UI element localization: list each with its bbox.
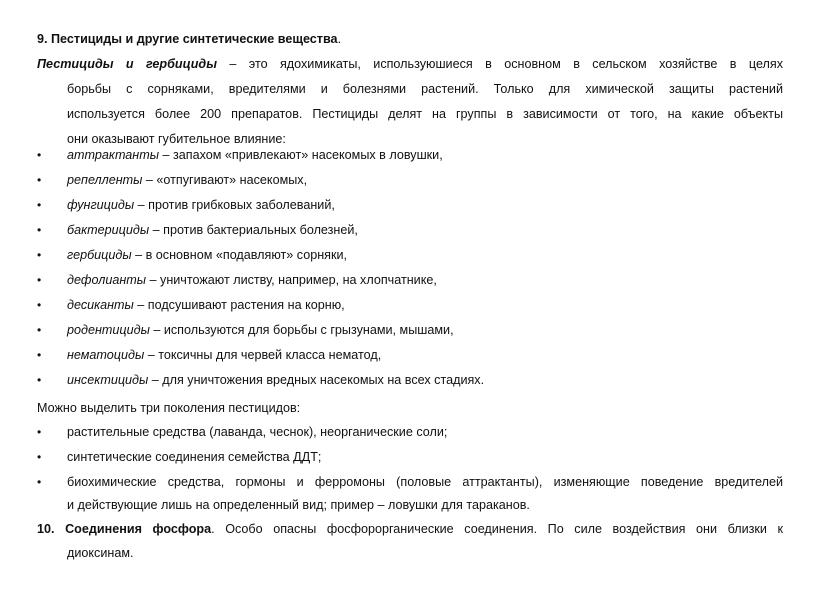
group-term: родентициды: [67, 323, 150, 337]
list-item: [67, 147, 443, 163]
group-term: гербициды: [67, 248, 132, 262]
list-item: [67, 247, 347, 263]
group-desc: – против бактериальных болезней,: [149, 223, 358, 237]
list-bullet: •: [37, 475, 42, 489]
list-bullet: •: [37, 450, 42, 464]
group-desc: – «отпугивают» насекомых,: [142, 173, 308, 187]
list-bullet: •: [37, 273, 42, 287]
group-desc: – токсичны для червей класса нематод,: [144, 348, 382, 362]
list-item: [67, 222, 358, 238]
group-term: нематоциды: [67, 348, 145, 362]
list-item: [67, 197, 335, 213]
list-bullet: •: [37, 425, 42, 439]
list-bullet: •: [37, 348, 42, 362]
intro-line-2: борьбы с сорняками, вредителями и болезнями растений. Только для химической защиты растений: [67, 82, 783, 96]
section-10-line-1: [37, 521, 783, 537]
list-item: [67, 322, 454, 338]
group-term: инсектициды: [67, 373, 149, 387]
list-bullet: •: [37, 173, 42, 187]
section-10-heading: 10. Соединения фосфора: [37, 522, 212, 536]
list-bullet: •: [37, 223, 42, 237]
list-item: растительные средства (лаванда, чеснок), неорганические соли;: [67, 425, 448, 439]
generations-intro: Можно выделить три поколения пестицидов:: [37, 401, 301, 415]
intro-line-3: используется более 200 препаратов. Пестициды делят на группы в зависимости от того, на какие объекты: [67, 107, 783, 121]
group-term: репелленты: [67, 173, 143, 187]
group-desc: – подсушивают растения на корню,: [133, 298, 345, 312]
group-desc: – для уничтожения вредных насекомых на всех стадиях.: [148, 373, 485, 387]
list-item: [67, 347, 381, 363]
section-9-heading-period: .: [337, 32, 342, 46]
group-term: фунгициды: [67, 198, 135, 212]
list-bullet: •: [37, 248, 42, 262]
intro-line-1-text: – это ядохимикаты, используюшиеся в основном в сельском хозяйстве в целях: [216, 57, 783, 71]
group-desc: – в основном «подавляют» сорняки,: [131, 248, 348, 262]
group-desc: – запахом «привлекают» насекомых в ловушки,: [158, 148, 443, 162]
group-term: десиканты: [67, 298, 134, 312]
list-bullet: •: [37, 323, 42, 337]
list-item: [67, 297, 345, 313]
list-bullet: •: [37, 198, 42, 212]
group-term: дефолианты: [67, 273, 147, 287]
intro-line-1: [37, 56, 783, 72]
intro-term: Пестициды и гербициды: [37, 57, 217, 71]
section-9-heading: [37, 31, 341, 47]
intro-line-4: они оказывают губительное влияние:: [67, 132, 286, 146]
list-item: [67, 172, 307, 188]
section-10-line-2: диоксинам.: [67, 546, 134, 560]
group-desc: – против грибковых заболеваний,: [134, 198, 335, 212]
group-term: бактерициды: [67, 223, 150, 237]
list-item: [67, 272, 437, 288]
list-item: биохимические средства, гормоны и ферромоны (половые аттрактанты), изменяющие поведение вредителей: [67, 475, 783, 489]
group-term: аттрактанты: [67, 148, 159, 162]
list-bullet: •: [37, 373, 42, 387]
list-item: синтетические соединения семейства ДДТ;: [67, 450, 322, 464]
list-bullet: •: [37, 148, 42, 162]
list-bullet: •: [37, 298, 42, 312]
section-9-heading-text: 9. Пестициды и другие синтетические вещества: [37, 32, 338, 46]
section-10-text: . Особо опасны фосфорорганические соединения. По силе воздействия они близки к: [211, 522, 784, 536]
group-desc: – уничтожают листву, например, на хлопчатнике,: [146, 273, 437, 287]
group-desc: – используются для борьбы с грызунами, мышами,: [149, 323, 454, 337]
list-item-continuation: и действующие лишь на определенный вид; пример – ловушки для тараканов.: [67, 498, 530, 512]
list-item: [67, 372, 484, 388]
